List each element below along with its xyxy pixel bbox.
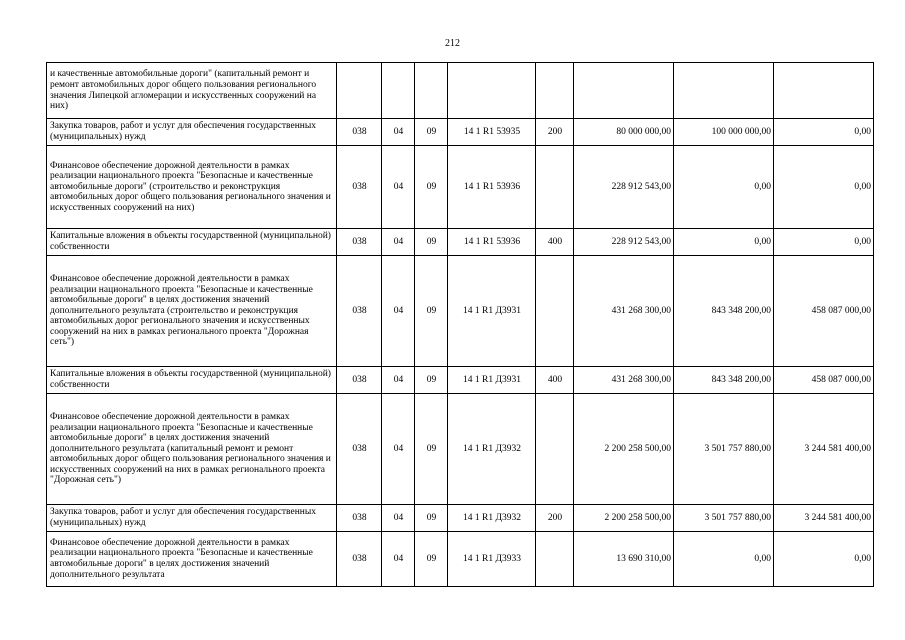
budget-table (46, 62, 874, 587)
table-row (47, 146, 874, 229)
amount-year-1: 228 912 543,00 (574, 229, 674, 256)
amount-year-3: 0,00 (774, 229, 874, 256)
target-article: 14 1 R1 Д3932 (448, 505, 536, 532)
amount-year-2: 3 501 757 880,00 (674, 505, 774, 532)
section-code: 04 (382, 505, 415, 532)
amount-year-1 (574, 63, 674, 119)
row-name: Закупка товаров, работ и услуг для обеспечения государственных (муниципальных) нужд (47, 505, 337, 532)
section-code: 04 (382, 367, 415, 394)
amount-year-2: 3 501 757 880,00 (674, 394, 774, 505)
target-article: 14 1 R1 Д3931 (448, 367, 536, 394)
target-article: 14 1 R1 53936 (448, 229, 536, 256)
amount-year-3: 0,00 (774, 119, 874, 146)
subsection-code: 09 (415, 505, 448, 532)
admin-code: 038 (337, 256, 382, 367)
row-name: и качественные автомобильные дороги" (капитальный ремонт и ремонт автомобильных дорог общего пользования регионального значения Липецкой агломерации и искусственных сооружений на них) (47, 63, 337, 119)
target-article: 14 1 R1 53935 (448, 119, 536, 146)
table-row (47, 394, 874, 505)
expense-type (536, 394, 574, 505)
amount-year-3: 3 244 581 400,00 (774, 394, 874, 505)
table-row (47, 256, 874, 367)
subsection-code: 09 (415, 394, 448, 505)
row-name: Финансовое обеспечение дорожной деятельности в рамках реализации национального проекта "Безопасные и качественные автомобильные дороги" в целях достижения значений дополнительного результата (47, 532, 337, 587)
row-name: Финансовое обеспечение дорожной деятельности в рамках реализации национального проекта "Безопасные и качественные автомобильные дороги" в целях достижения значений дополнительного результата (строительство и реконструкция автомобильных дорог регионального значения и искусственных сооружений на них в рамках регионального проекта "Дорожная сеть") (47, 256, 337, 367)
expense-type: 400 (536, 367, 574, 394)
target-article: 14 1 R1 Д3931 (448, 256, 536, 367)
expense-type: 400 (536, 229, 574, 256)
amount-year-3 (774, 63, 874, 119)
amount-year-3: 458 087 000,00 (774, 367, 874, 394)
row-name: Капитальные вложения в объекты государственной (муниципальной) собственности (47, 229, 337, 256)
table-row (47, 119, 874, 146)
section-code: 04 (382, 146, 415, 229)
target-article: 14 1 R1 Д3933 (448, 532, 536, 587)
amount-year-2: 0,00 (674, 229, 774, 256)
admin-code: 038 (337, 119, 382, 146)
section-code: 04 (382, 119, 415, 146)
admin-code: 038 (337, 146, 382, 229)
subsection-code: 09 (415, 532, 448, 587)
row-name: Капитальные вложения в объекты государственной (муниципальной) собственности (47, 367, 337, 394)
expense-type (536, 63, 574, 119)
subsection-code: 09 (415, 367, 448, 394)
amount-year-2: 843 348 200,00 (674, 367, 774, 394)
amount-year-1: 80 000 000,00 (574, 119, 674, 146)
amount-year-2: 100 000 000,00 (674, 119, 774, 146)
target-article: 14 1 R1 53936 (448, 146, 536, 229)
expense-type: 200 (536, 505, 574, 532)
subsection-code: 09 (415, 229, 448, 256)
subsection-code: 09 (415, 256, 448, 367)
amount-year-1: 228 912 543,00 (574, 146, 674, 229)
table-body (47, 63, 874, 587)
section-code (382, 63, 415, 119)
amount-year-1: 431 268 300,00 (574, 256, 674, 367)
amount-year-3: 3 244 581 400,00 (774, 505, 874, 532)
subsection-code: 09 (415, 146, 448, 229)
amount-year-2: 0,00 (674, 532, 774, 587)
amount-year-3: 458 087 000,00 (774, 256, 874, 367)
section-code: 04 (382, 532, 415, 587)
table-row (47, 505, 874, 532)
target-article (448, 63, 536, 119)
admin-code (337, 63, 382, 119)
amount-year-1: 2 200 258 500,00 (574, 394, 674, 505)
row-name: Финансовое обеспечение дорожной деятельности в рамках реализации национального проекта "Безопасные и качественные автомобильные дороги" (строительство и реконструкция автомобильных дорог общего пользования регионального значения и искусственных сооружений на них) (47, 146, 337, 229)
table-row (47, 532, 874, 587)
page-number: 212 (445, 38, 460, 49)
expense-type: 200 (536, 119, 574, 146)
expense-type (536, 256, 574, 367)
admin-code: 038 (337, 367, 382, 394)
amount-year-1: 2 200 258 500,00 (574, 505, 674, 532)
table-row (47, 367, 874, 394)
section-code: 04 (382, 394, 415, 505)
admin-code: 038 (337, 532, 382, 587)
target-article: 14 1 R1 Д3932 (448, 394, 536, 505)
table-row (47, 63, 874, 119)
section-code: 04 (382, 229, 415, 256)
amount-year-2: 0,00 (674, 146, 774, 229)
amount-year-2: 843 348 200,00 (674, 256, 774, 367)
amount-year-1: 13 690 310,00 (574, 532, 674, 587)
amount-year-3: 0,00 (774, 146, 874, 229)
expense-type (536, 146, 574, 229)
row-name: Финансовое обеспечение дорожной деятельности в рамках реализации национального проекта "Безопасные и качественные автомобильные дороги" в целях достижения значений дополнительного результата (капитальный ремонт и ремонт автомобильных дорог общего пользования регионального значения и искусственных сооружений на них в рамках регионального проекта "Дорожная сеть") (47, 394, 337, 505)
subsection-code: 09 (415, 119, 448, 146)
amount-year-1: 431 268 300,00 (574, 367, 674, 394)
admin-code: 038 (337, 505, 382, 532)
section-code: 04 (382, 256, 415, 367)
row-name: Закупка товаров, работ и услуг для обеспечения государственных (муниципальных) нужд (47, 119, 337, 146)
table-row (47, 229, 874, 256)
amount-year-2 (674, 63, 774, 119)
admin-code: 038 (337, 229, 382, 256)
admin-code: 038 (337, 394, 382, 505)
expense-type (536, 532, 574, 587)
amount-year-3: 0,00 (774, 532, 874, 587)
subsection-code (415, 63, 448, 119)
